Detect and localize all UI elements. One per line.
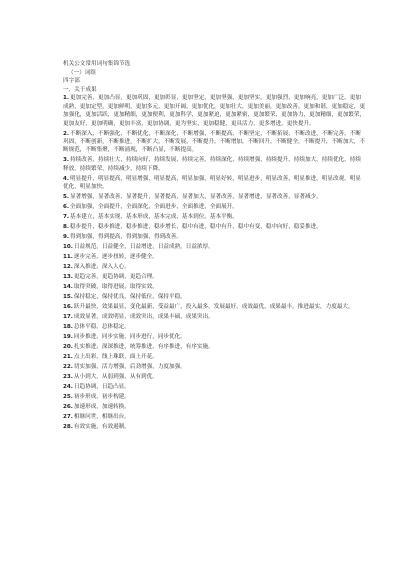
- phrase-entry: [63, 383, 366, 391]
- entry-text: 明显提升，明显提高，明显增强，明显提高，明显加强，明显好转，明显进步，明显改善，明显推进，明显改观，明显优化，明显加快。: [63, 175, 361, 191]
- phrase-entry: [63, 363, 366, 371]
- entry-number: 26.: [63, 404, 73, 411]
- entry-number: 13.: [63, 274, 73, 281]
- document-title: 机关公文常用词句集锦节选: [63, 61, 131, 67]
- subsection-heading: 一、关于成果: [63, 86, 97, 93]
- entry-number: 19.: [63, 334, 73, 341]
- phrase-entry: [63, 393, 366, 401]
- entry-text: 跃升最快，效果最显，变化最新，受益最广，投入最多，发展最好，成效最优，成果最丰，推进最实，力度最大。: [73, 304, 354, 311]
- entry-text: 保持稳定，保持优良，保持低位，保持平稳。: [73, 294, 186, 301]
- phrase-entry: [63, 303, 366, 311]
- entry-text: 不断深入，不断强化，不断优化，不断深化，不断增强，不断提高，不断坚定，不断拓展，不断改进，不断完善，不断巩固，不断创新，不断推进，不断扩大，不断发展，不断提升，不断增加，不断回升，不断健全，不断提升，不断加大，不断规范，不断集聚，不断涌现，不断凸显，不断提高。: [63, 130, 366, 154]
- phrase-entry: [63, 213, 366, 221]
- entry-text: 点上出彩，线上珠联，面上开花。: [73, 354, 158, 361]
- entry-number: 2.: [63, 130, 70, 137]
- phrase-entry: [63, 413, 366, 421]
- phrase-entry: [63, 156, 366, 173]
- phrase-entry: [63, 273, 366, 281]
- entry-text: 持续改善，持续壮大，持续向好，持续发展，持续完善，持续深化，持续增强，持续提升，持续加大，持续优化，持续释放，持续繁荣，持续减少，持续下降。: [63, 157, 361, 172]
- phrase-entry: [63, 353, 366, 361]
- entry-number: 15.: [63, 294, 73, 301]
- entry-number: 11.: [63, 254, 73, 261]
- phrase-entry: [63, 175, 366, 192]
- entry-text: 相继问世，相继出台。: [73, 414, 130, 421]
- entry-text: 深入推进，深入人心。: [73, 264, 130, 271]
- phrase-entry: [63, 193, 366, 201]
- entry-text: 逐步完善，逐步扭转，逐步健全。: [73, 254, 158, 261]
- phrase-entry: [63, 253, 366, 261]
- entry-number: 6.: [63, 204, 70, 211]
- entry-number: 16.: [63, 304, 73, 311]
- phrase-entry: [63, 233, 366, 241]
- entry-text: 初步形成，初步构建。: [73, 394, 130, 401]
- phrase-entry: [63, 333, 366, 341]
- entry-text: 更趋完善，更趋协调，更趋合理。: [73, 274, 158, 281]
- entry-number: 8.: [63, 224, 70, 231]
- entry-number: 3.: [63, 157, 70, 164]
- entry-number: 18.: [63, 324, 73, 331]
- entry-text: 切实加强，活力增强，后劲增强，力度加强。: [73, 364, 186, 371]
- category-heading: 四字部: [63, 78, 80, 85]
- entry-text: 有效实施，有效遏制。: [73, 424, 130, 431]
- phrase-entry: [63, 283, 366, 291]
- entry-number: 25.: [63, 394, 73, 401]
- entry-number: 10.: [63, 244, 73, 251]
- entry-number: 22.: [63, 364, 73, 371]
- entry-text: 日趋协调，日趋凸显。: [73, 384, 130, 391]
- entry-text: 同步推进，同步实施，同步进行，同步优化。: [73, 334, 186, 341]
- phrase-entry: [63, 313, 366, 321]
- entry-text: 总体平稳，总体稳定。: [73, 324, 130, 331]
- entry-text: 基本建立，基本实现，基本形成，基本完成，基本到位，基本平衡。: [70, 214, 238, 221]
- entry-text: 加速形成，加速转换。: [73, 404, 130, 411]
- entry-text: 全面加强，全面提升，全面深化，全面进步，全面推进，全面展开。: [70, 204, 238, 211]
- entry-text: 更加完善，更加凸显，更加巩固，更加彰显，更加坚定，更加坚强，更加坚实，更加强烈，更加响亮，更加广泛，更加成熟，更加定型，更加鲜明，更加多元，更加开阔，更加优化，更加壮大，更加美丽，更加改善，更加和谐，更加稳定，更加强化，更加活跃，更加精细，更加便利，更加科学，更加紧迫，更加紧密，更加繁荣，更加协力，更加精细，更加繁荣，更加友好，更加明确，更加丰富，更加协调，更为坚实，更加稳健，更具活力，更多增进，更快提升。: [63, 95, 366, 127]
- entry-number: 9.: [63, 234, 70, 241]
- entry-text: 得到加强，得到提高，得到加强，得到改善。: [70, 234, 182, 241]
- entry-number: 17.: [63, 314, 73, 321]
- phrase-entry: [63, 243, 366, 251]
- phrase-entry: [63, 203, 366, 211]
- phrase-entry: [63, 263, 366, 271]
- entry-number: 5.: [63, 194, 70, 201]
- phrase-entry: [63, 343, 366, 351]
- entry-number: 24.: [63, 384, 73, 391]
- entry-number: 1.: [63, 95, 70, 102]
- entry-number: 14.: [63, 284, 73, 291]
- section-heading: （一）词组: [68, 69, 96, 76]
- phrase-list: [63, 94, 366, 431]
- entry-number: 28.: [63, 424, 73, 431]
- entry-number: 20.: [63, 344, 73, 351]
- phrase-entry: [63, 423, 366, 431]
- phrase-entry: [63, 94, 366, 128]
- entry-text: 从小到大，从弱到强，从有到优。: [73, 374, 158, 381]
- entry-text: 显著增强，显著改善，显著提升，显著提高，显著加大，显著改善，显著增进，显著改善，显著减少。: [70, 194, 322, 201]
- phrase-entry: [63, 403, 366, 411]
- entry-text: 扎实推进，深深推进，统筹推进，有序推进，有序实施。: [73, 344, 214, 351]
- phrase-entry: [63, 373, 366, 381]
- entry-number: 27.: [63, 414, 73, 421]
- entry-number: 7.: [63, 214, 70, 221]
- phrase-entry: [63, 130, 366, 155]
- entry-text: 取得突破，取得进展，取得实效。: [73, 284, 158, 291]
- entry-number: 4.: [63, 175, 70, 182]
- entry-number: 21.: [63, 354, 73, 361]
- phrase-entry: [63, 223, 366, 231]
- phrase-entry: [63, 323, 366, 331]
- entry-number: 12.: [63, 264, 73, 271]
- entry-number: 23.: [63, 374, 73, 381]
- entry-text: 日益规范，日益健全，日益增进，日益成熟，日益浓厚。: [73, 244, 214, 251]
- entry-text: 稳步提升，稳步推进，稳步推进，稳步增长，稳中有进，稳中有升，稳中有变，稳中向好，稳妥推进。: [70, 224, 322, 231]
- phrase-entry: [63, 293, 366, 301]
- entry-text: 成效显著，成效明显，成效突出，成果丰硕，成果突出。: [73, 314, 214, 321]
